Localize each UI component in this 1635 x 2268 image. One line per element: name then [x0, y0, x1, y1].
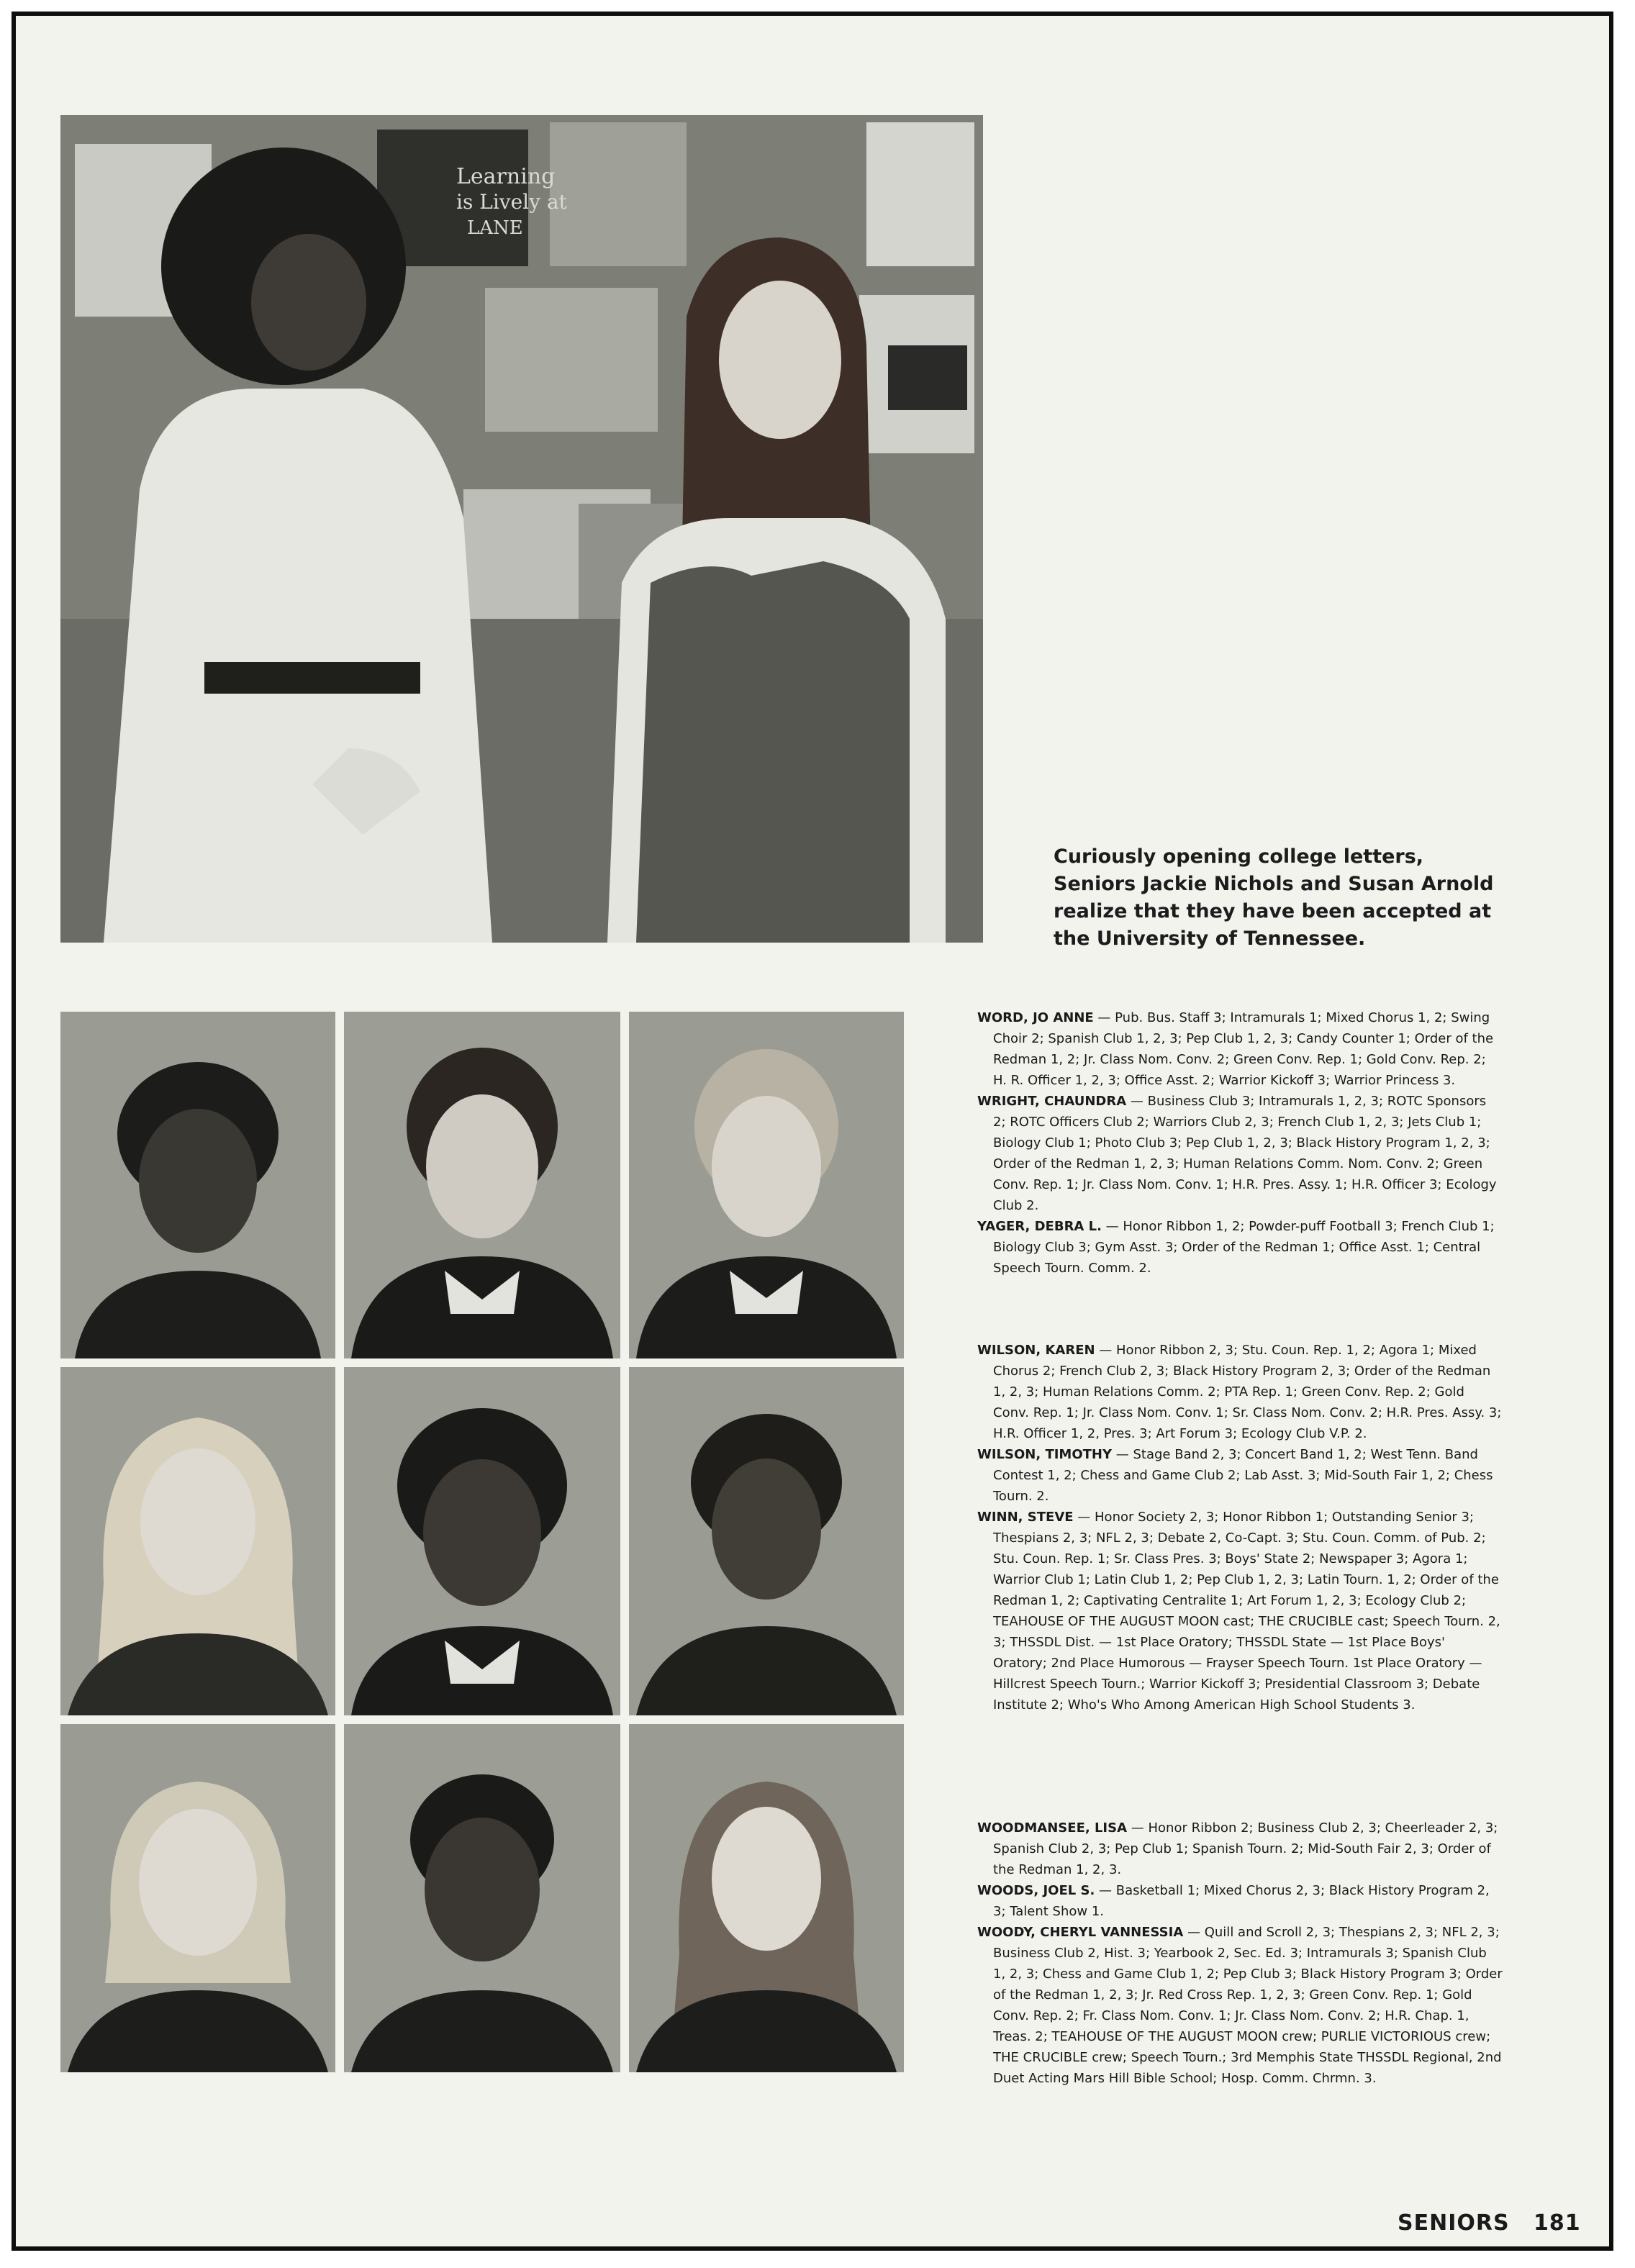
portrait: [60, 1724, 335, 2072]
portrait: [344, 1724, 620, 2072]
page-number: 181: [1534, 2210, 1581, 2236]
section-label: SENIORS: [1398, 2210, 1510, 2236]
photo-caption: Curiously opening college letters, Seniors Jackie Nichols and Susan Arnold realize that they have been accepted at the University of Tennessee.: [1054, 845, 1494, 950]
bio-name: WINN, STEVE: [977, 1510, 1074, 1525]
poster-line-3: LANE: [467, 217, 523, 239]
bio-dash: —: [1127, 1820, 1149, 1836]
bio-entry: [977, 1818, 1503, 1880]
portrait: [629, 1012, 904, 1358]
bio-group: [977, 1818, 1503, 2089]
portrait: [629, 1724, 904, 2072]
bio-dash: —: [1112, 1447, 1133, 1462]
bio-entry: [977, 1922, 1503, 2089]
portrait: [629, 1367, 904, 1715]
bio-activities: Basketball 1; Mixed Chorus 2, 3; Black History Program 2, 3; Talent Show 1.: [993, 1883, 1490, 1919]
bio-name: WORD, JO ANNE: [977, 1010, 1094, 1025]
bio-activities: Honor Society 2, 3; Honor Ribbon 1; Outstanding Senior 3; Thespians 2, 3; NFL 2, 3; Debate 2, Co-Capt. 3; Stu. Coun. Comm. of Pub. 2; Stu. Coun. Rep. 1; Sr. Class Pres. 3; Boys' State 2; Newspaper 3; Agora 1; Warrior Club 1; Latin Club 1, 2; Pep Club 1, 2, 3; Latin Tourn. 1, 2; Order of the Redman 1, 2; Captivating Centralite 1; Art Forum 1, 2, 3; Ecology Club 2; TEAHOUSE OF THE AUGUST MOON cast; THE CRUCIBLE cast; Speech Tourn. 2, 3; THSSDL Dist. — 1st Place Oratory; THSSDL State — 1st Place Boys' Oratory; 2nd Place Humorous — Frayser Speech Tourn. 1st Place Oratory — Hillcrest Speech Tourn.; Warrior Kickoff 3; Presidential Classroom 3; Debate Institute 2; Who's Who Among American High School Students 3.: [993, 1510, 1500, 1713]
bio-entry: [977, 1007, 1503, 1091]
bio-dash: —: [1101, 1219, 1123, 1234]
bio-dash: —: [1095, 1883, 1116, 1898]
bio-activities: Honor Ribbon 2; Business Club 2, 3; Cheerleader 2, 3; Spanish Club 2, 3; Pep Club 1; Spanish Tourn. 2; Mid-South Fair 2, 3; Order of the Redman 1, 2, 3.: [993, 1820, 1498, 1877]
bio-activities: Business Club 3; Intramurals 1, 2, 3; ROTC Sponsors 2; ROTC Officers Club 2; Warriors Club 2, 3; French Club 1, 2, 3; Jets Club 1; Biology Club 1; Photo Club 3; Pep Club 1, 2, 3; Black History Program 1, 2, 3; Order of the Redman 1, 2, 3; Human Relations Comm. Nom. Conv. 2; Green Conv. Rep. 1; Jr. Class Nom. Conv. 1; H.R. Pres. Assy. 1; H.R. Officer 3; Ecology Club 2.: [993, 1094, 1497, 1213]
bio-dash: —: [1126, 1094, 1148, 1109]
bio-entry: [977, 1507, 1503, 1715]
portrait: [344, 1012, 620, 1358]
yearbook-page: [12, 12, 1613, 2251]
portrait: [60, 1367, 335, 1715]
bio-name: WILSON, KAREN: [977, 1343, 1095, 1358]
poster-line-2: is Lively at: [456, 190, 567, 214]
bio-dash: —: [1073, 1510, 1095, 1525]
feature-photo: [60, 115, 983, 943]
bio-group: [977, 1340, 1503, 1715]
bio-name: YAGER, DEBRA L.: [977, 1219, 1102, 1234]
bio-name: WOODY, CHERYL VANNESSIA: [977, 1925, 1184, 1940]
bio-activities: Pub. Bus. Staff 3; Intramurals 1; Mixed Chorus 1, 2; Swing Choir 2; Spanish Club 1, 2, 3; Pep Club 1, 2, 3; Candy Counter 1; Order of the Redman 1, 2; Jr. Class Nom. Conv. 2; Green Conv. Rep. 1; Gold Conv. Rep. 2; H. R. Officer 1, 2, 3; Office Asst. 2; Warrior Kickoff 3; Warrior Princess 3.: [993, 1010, 1494, 1088]
bio-name: WOODMANSEE, LISA: [977, 1820, 1128, 1836]
bio-name: WILSON, TIMOTHY: [977, 1447, 1113, 1462]
bio-activities: Stage Band 2, 3; Concert Band 1, 2; West Tenn. Band Contest 1, 2; Chess and Game Club 2; Lab Asst. 3; Mid-South Fair 1, 2; Chess Tourn. 2.: [993, 1447, 1493, 1504]
feature-photo-drawing: [60, 115, 983, 943]
portrait: [60, 1012, 335, 1358]
page-footer: [1398, 2210, 1581, 2236]
poster-line-1: Learning: [456, 164, 556, 189]
bio-entry: [977, 1444, 1503, 1507]
bio-entry: [977, 1340, 1503, 1444]
bio-activities: Quill and Scroll 2, 3; Thespians 2, 3; NFL 2, 3; Business Club 2, Hist. 3; Yearbook 2, Sec. Ed. 3; Intramurals 3; Spanish Club 1, 2, 3; Chess and Game Club 1, 2; Pep Club 3; Black History Program 3; Order of the Redman 1, 2, 3; Jr. Red Cross Rep. 1, 2, 3; Green Conv. Rep. 1; Gold Conv. Rep. 2; Fr. Class Nom. Conv. 1; Jr. Class Nom. Conv. 2; H.R. Chap. 1, Treas. 2; TEAHOUSE OF THE AUGUST MOON crew; PURLIE VICTORIOUS crew; THE CRUCIBLE crew; Speech Tourn.; 3rd Memphis State THSSDL Regional, 2nd Duet Acting Mars Hill Bible School; Hosp. Comm. Chrmn. 3.: [993, 1925, 1503, 2086]
bio-name: WOODS, JOEL S.: [977, 1883, 1095, 1898]
bio-activities: Honor Ribbon 2, 3; Stu. Coun. Rep. 1, 2; Agora 1; Mixed Chorus 2; French Club 2, 3; Black History Program 2, 3; Order of the Redman 1, 2, 3; Human Relations Comm. 2; PTA Rep. 1; Green Conv. Rep. 2; Gold Conv. Rep. 1; Jr. Class Nom. Conv. 1; Sr. Class Nom. Conv. 2; H.R. Pres. Assy. 3; H.R. Officer 1, 2, Pres. 3; Art Forum 3; Ecology Club V.P. 2.: [993, 1343, 1502, 1441]
bio-entry: [977, 1216, 1503, 1279]
bio-entry: [977, 1880, 1503, 1922]
bio-activities: Honor Ribbon 1, 2; Powder-puff Football 3; French Club 1; Biology Club 3; Gym Asst. 3; Order of the Redman 1; Office Asst. 1; Central Speech Tourn. Comm. 2.: [993, 1219, 1495, 1276]
bio-group: [977, 1007, 1503, 1279]
bio-name: WRIGHT, CHAUNDRA: [977, 1094, 1127, 1109]
bio-dash: —: [1093, 1010, 1115, 1025]
bio-entry: [977, 1091, 1503, 1216]
portrait: [344, 1367, 620, 1715]
bio-dash: —: [1183, 1925, 1205, 1940]
bio-dash: —: [1095, 1343, 1117, 1358]
